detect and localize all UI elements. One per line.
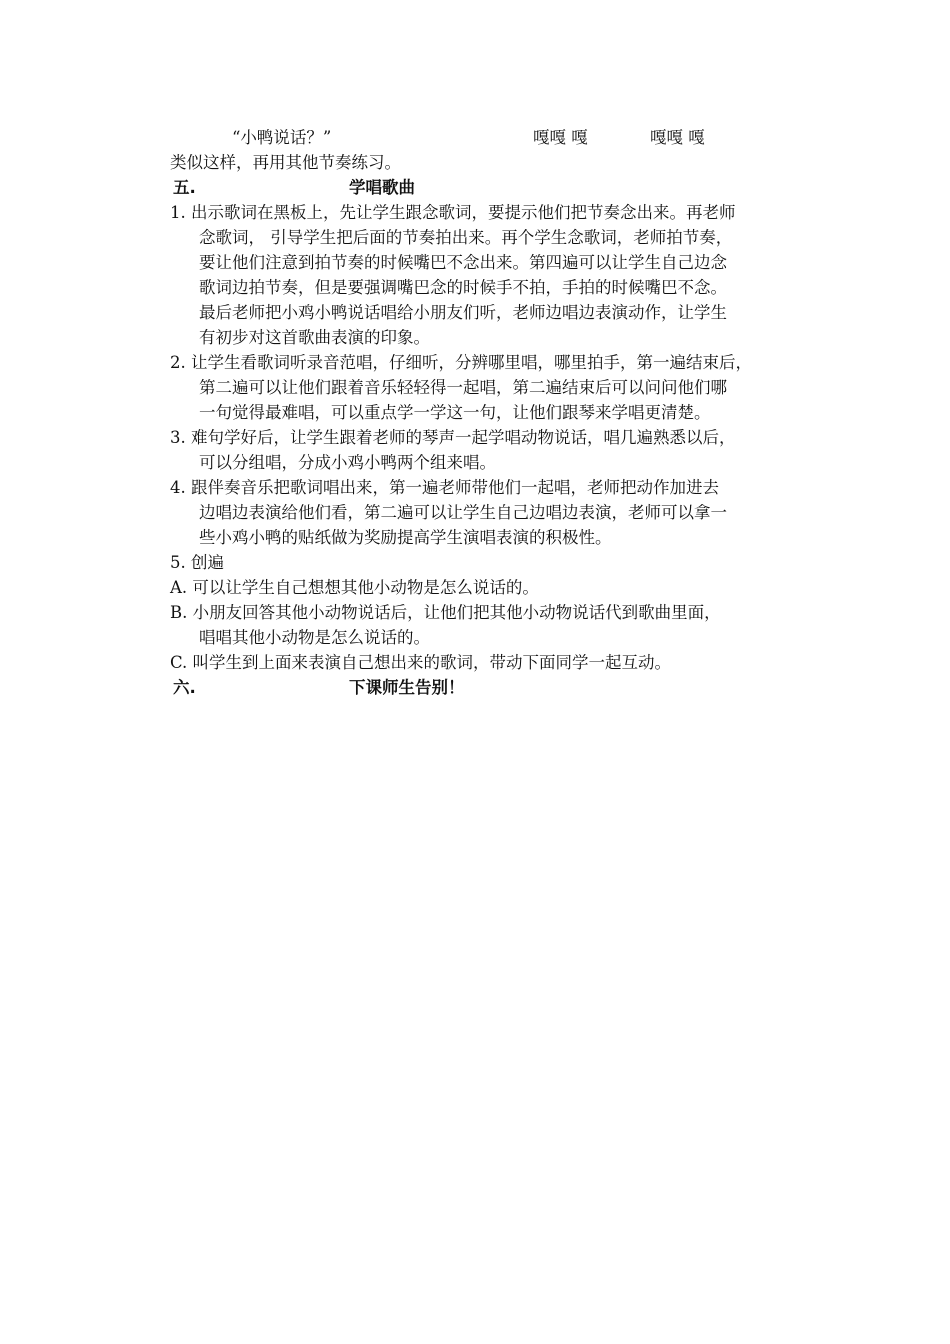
item-c-line: C. 叫学生到上面来表演自己想出来的歌词，带动下面同学一起互动。: [170, 653, 672, 672]
item-4-line: 些小鸡小鸭的贴纸做为奖励提高学生演唱表演的积极性。: [199, 528, 612, 547]
item-5-line: 5. 创遍: [170, 553, 224, 572]
rhythm-text-1: 嘎嘎 嘎: [533, 128, 588, 147]
section-5-number: 五.: [173, 178, 196, 197]
practice-note: 类似这样，再用其他节奏练习。: [170, 153, 401, 172]
item-4-line: 4. 跟伴奏音乐把歌词唱出来，第一遍老师带他们一起唱，老师把动作加进去: [170, 478, 719, 497]
item-b-line: 唱唱其他小动物是怎么说话的。: [199, 628, 430, 647]
item-2-line: 第二遍可以让他们跟着音乐轻轻得一起唱，第二遍结束后可以问问他们哪: [199, 378, 727, 397]
section-5-title: 学唱歌曲: [349, 178, 415, 197]
item-2-line: 2. 让学生看歌词听录音范唱，仔细听，分辨哪里唱，哪里拍手，第一遍结束后，: [170, 353, 752, 372]
item-3-line: 3. 难句学好后，让学生跟着老师的琴声一起学唱动物说话，唱几遍熟悉以后，: [170, 428, 736, 447]
rhythm-text-2: 嘎嘎 嘎: [650, 128, 705, 147]
item-1-line: 最后老师把小鸡小鸭说话唱给小朋友们听，老师边唱边表演动作，让学生: [199, 303, 727, 322]
item-4-line: 边唱边表演给他们看，第二遍可以让学生自己边唱边表演，老师可以拿一: [199, 503, 727, 522]
item-b-line: B. 小朋友回答其他小动物说话后，让他们把其他小动物说话代到歌曲里面，: [170, 603, 721, 622]
section-6-number: 六.: [173, 678, 196, 697]
item-1-line: 念歌词， 引导学生把后面的节奏拍出来。再个学生念歌词，老师拍节奏，: [199, 228, 733, 247]
item-1-line: 歌词边拍节奏，但是要强调嘴巴念的时候手不拍，手拍的时候嘴巴不念。: [199, 278, 727, 297]
item-1-line: 要让他们注意到拍节奏的时候嘴巴不念出来。第四遍可以让学生自己边念: [199, 253, 727, 272]
item-1-line: 有初步对这首歌曲表演的印象。: [199, 328, 430, 347]
quote-line: “小鸭说话？”: [232, 128, 332, 147]
item-a-line: A. 可以让学生自己想想其他小动物是怎么说话的。: [170, 578, 539, 597]
section-6-title: 下课师生告别！: [349, 678, 465, 697]
item-3-line: 可以分组唱，分成小鸡小鸭两个组来唱。: [199, 453, 496, 472]
item-1-line: 1. 出示歌词在黑板上，先让学生跟念歌词，要提示他们把节奏念出来。再老师: [170, 203, 736, 222]
item-2-line: 一句觉得最难唱，可以重点学一学这一句，让他们跟琴来学唱更清楚。: [199, 403, 711, 422]
